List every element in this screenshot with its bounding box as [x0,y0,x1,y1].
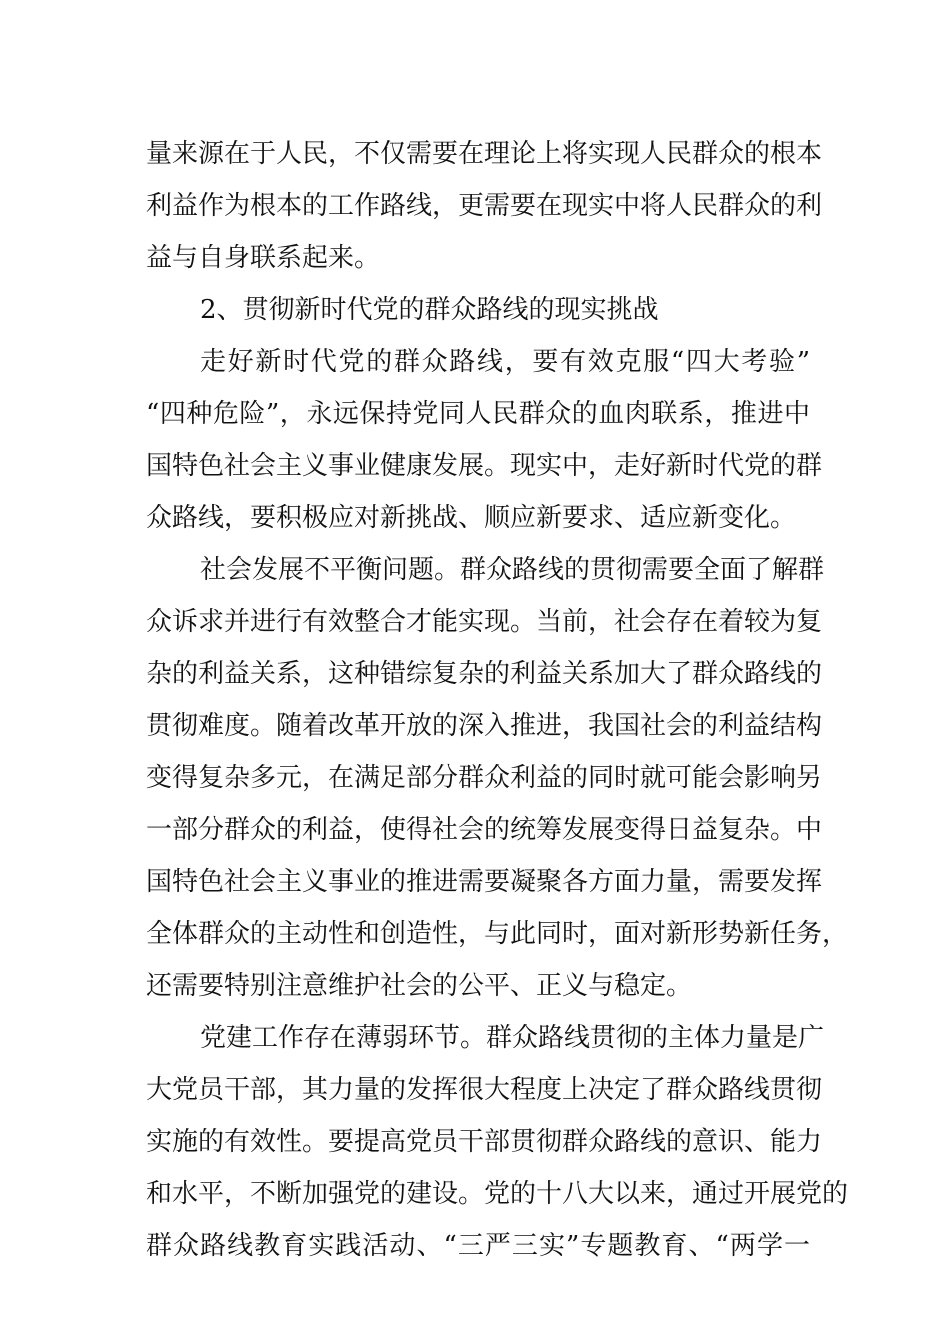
text-line: 社会发展不平衡问题。群众路线的贯彻需要全面了解群 [200,555,825,585]
text-line: “四种危险”，永远保持党同人民群众的血肉联系，推进中 [146,399,810,429]
section-heading: 2、贯彻新时代党的群众路线的现实挑战 [200,295,659,325]
body-text [146,128,849,1272]
text-line: 大党员干部，其力量的发挥很大程度上决定了群众路线贯彻 [146,1075,823,1105]
text-line: 群众路线教育实践活动、“三严三实”专题教育、“两学一 [146,1231,810,1261]
text-line: 变得复杂多元，在满足部分群众利益的同时就可能会影响另 [146,763,823,793]
text-line: 贯彻难度。随着改革开放的深入推进，我国社会的利益结构 [146,711,823,741]
text-line: 实施的有效性。要提高党员干部贯彻群众路线的意识、能力 [146,1127,823,1157]
text-line: 杂的利益关系，这种错综复杂的利益关系加大了群众路线的 [146,659,823,689]
text-line: 党建工作存在薄弱环节。群众路线贯彻的主体力量是广 [200,1023,825,1053]
text-line: 国特色社会主义事业健康发展。现实中，走好新时代党的群 [146,451,823,481]
text-line: 和水平，不断加强党的建设。党的十八大以来，通过开展党的 [146,1179,849,1209]
text-line: 还需要特别注意维护社会的公平、正义与稳定。 [146,971,693,1001]
text-line: 全体群众的主动性和创造性，与此同时，面对新形势新任务， [146,919,849,949]
text-line: 一部分群众的利益，使得社会的统筹发展变得日益复杂。中 [146,815,823,845]
text-line: 量来源在于人民，不仅需要在理论上将实现人民群众的根本 [146,139,823,169]
text-line: 走好新时代党的群众路线，要有效克服“四大考验” [200,347,810,377]
text-line: 众诉求并进行有效整合才能实现。当前，社会存在着较为复 [146,607,823,637]
text-line: 益与自身联系起来。 [146,243,381,273]
text-line: 利益作为根本的工作路线，更需要在现实中将人民群众的利 [146,191,823,221]
text-line: 国特色社会主义事业的推进需要凝聚各方面力量，需要发挥 [146,867,823,897]
text-line: 众路线，要积极应对新挑战、顺应新要求、适应新变化。 [146,503,797,533]
